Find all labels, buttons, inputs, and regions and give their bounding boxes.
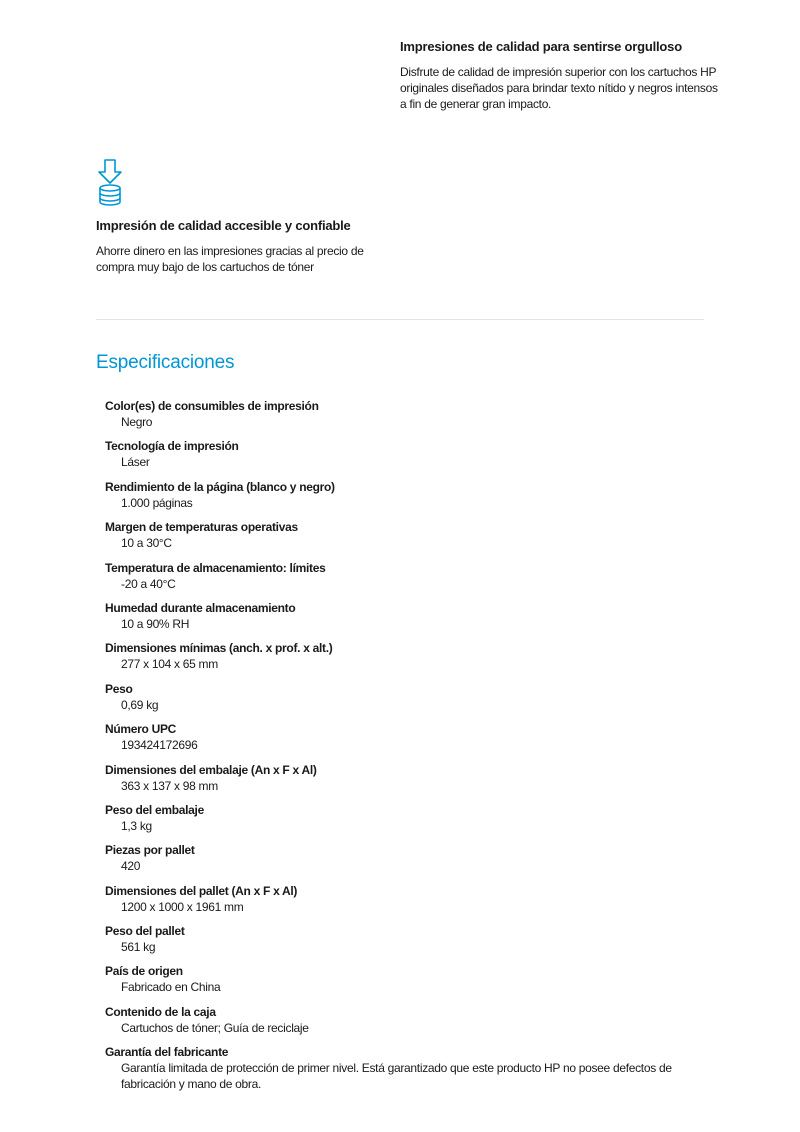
spec-label: Dimensiones mínimas (anch. x prof. x alt.): [105, 641, 333, 656]
spec-item: [105, 963, 705, 1003]
spec-value: Láser: [121, 455, 150, 470]
savings-download-icon: [96, 158, 124, 206]
spec-label: Temperatura de almacenamiento: límites: [105, 560, 326, 575]
spec-item: [105, 560, 705, 600]
spec-label: Contenido de la caja: [105, 1004, 216, 1019]
feature-affordable-text: Ahorre dinero en las impresiones gracias al precio de compra muy bajo de los cartuchos de tóner: [96, 244, 364, 274]
spec-label: Peso del embalaje: [105, 802, 204, 817]
spec-value: Fabricado en China: [121, 980, 221, 995]
spec-item: [105, 923, 705, 963]
spec-item: [105, 640, 705, 680]
spec-item: [105, 1004, 705, 1044]
specs-heading: Especificaciones: [96, 352, 235, 373]
spec-item: [105, 883, 705, 923]
spec-value: Cartuchos de tóner; Guía de reciclaje: [121, 1020, 309, 1035]
specs-list: [105, 398, 705, 1092]
spec-item: [105, 600, 705, 640]
spec-label: Peso: [105, 681, 133, 696]
spec-label: País de origen: [105, 964, 183, 979]
spec-value: 1.000 páginas: [121, 495, 193, 510]
spec-label: Color(es) de consumibles de impresión: [105, 399, 319, 413]
spec-item: [105, 479, 705, 519]
feature-quality: [400, 38, 720, 112]
spec-value: Garantía limitada de protección de primer nivel. Está garantizado que este producto HP no posee defectos de fabricación y mano de obra.: [121, 1061, 672, 1092]
spec-value: 363 x 137 x 98 mm: [121, 778, 218, 793]
spec-item: [105, 519, 705, 559]
spec-value: 561 kg: [121, 940, 156, 955]
feature-affordable-title: Impresión de calidad accesible y confiable: [96, 218, 351, 233]
spec-label: Garantía del fabricante: [105, 1045, 229, 1060]
spec-label: Humedad durante almacenamiento: [105, 600, 296, 615]
spec-item: [105, 721, 705, 761]
spec-value: 0,69 kg: [121, 697, 159, 712]
spec-label: Margen de temperaturas operativas: [105, 520, 298, 535]
feature-affordable: [96, 158, 396, 275]
section-divider: [96, 319, 704, 320]
spec-label: Número UPC: [105, 722, 177, 737]
spec-value: 10 a 90% RH: [121, 616, 190, 631]
feature-quality-text: Disfrute de calidad de impresión superior con los cartuchos HP originales diseñados para brindar texto nítido y negros intensos a fin de generar gran impacto.: [400, 65, 718, 111]
spec-item: [105, 802, 705, 842]
spec-value: 193424172696: [121, 738, 198, 753]
spec-item: [105, 1044, 705, 1092]
spec-label: Dimensiones del pallet (An x F x Al): [105, 883, 298, 898]
spec-value: 277 x 104 x 65 mm: [121, 657, 218, 672]
spec-item: [105, 438, 705, 478]
spec-item: [105, 398, 705, 438]
spec-value: 420: [121, 859, 141, 874]
spec-value: -20 a 40°C: [121, 576, 176, 591]
spec-item: [105, 681, 705, 721]
spec-label: Tecnología de impresión: [105, 439, 239, 454]
spec-item: [105, 842, 705, 882]
spec-item: [105, 762, 705, 802]
feature-quality-title: Impresiones de calidad para sentirse orgulloso: [400, 39, 682, 54]
spec-label: Dimensiones del embalaje (An x F x Al): [105, 762, 317, 777]
spec-label: Rendimiento de la página (blanco y negro): [105, 479, 335, 494]
spec-label: Peso del pallet: [105, 924, 185, 939]
spec-value: 1200 x 1000 x 1961 mm: [121, 899, 244, 914]
spec-value: 1,3 kg: [121, 818, 152, 833]
spec-label: Piezas por pallet: [105, 843, 195, 858]
spec-value: 10 a 30°C: [121, 536, 172, 551]
spec-value: Negro: [121, 415, 153, 429]
